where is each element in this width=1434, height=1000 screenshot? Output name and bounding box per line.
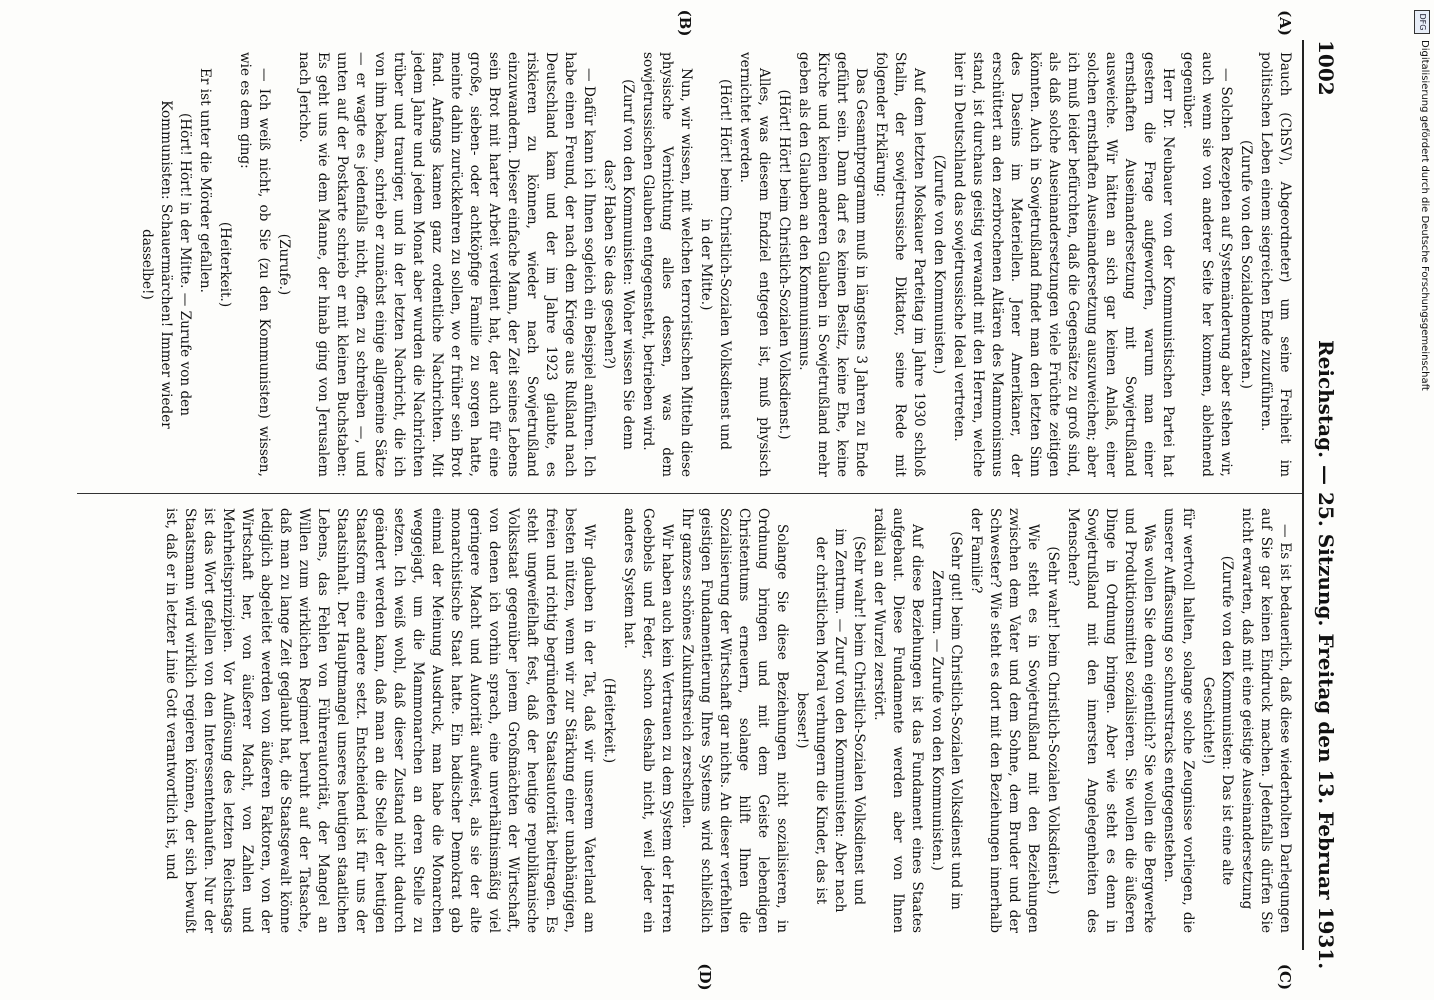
interjection: (Heiterkeit.) [217, 221, 233, 308]
header-rule [1302, 40, 1304, 950]
paragraph: Wie steht es in Sowjetrußland mit den Beziehungen zwischen dem Vater und dem Sohne, dem Bruder und der Schwester? Wie steht es dort mit den Beziehungen innerhalb der Familie? [968, 508, 1041, 933]
publication-title: Reichstag. — 25. Sitzung. Freitag den 13. Februar 1931. [1314, 340, 1338, 970]
left-text-column [136, 52, 1294, 477]
page-header [1304, 40, 1344, 970]
interjection: (Hört! Hört! beim Christlich-Sozialen Volksdienst und in der Mitte.) [698, 79, 733, 450]
paragraph: — Solchen Rezepten auf Systemänderung aber stehen wir, auch wenn sie von anderer Seite her kommen, ablehnend gegenüber. [1180, 52, 1234, 477]
margin-marker-c: (C) [1276, 963, 1294, 991]
paragraph: — Ich weiß nicht, ob Sie (zu den Kommunisten) wissen, wie es dem ging: [237, 52, 272, 477]
interjection: (Zurufe.) [276, 233, 292, 296]
interjection: (Hört! Hört! beim Christlich-Sozialen Volksdienst.) [776, 89, 792, 440]
paragraph: Auf diese Beziehungen ist das Fundament eines Staates aufgebaut. Diese Fundamente werden aber von Ihnen radikal an der Wurzel zerstört. [871, 508, 925, 933]
paragraph: — Es ist bedauerlich, daß diese wiederholten Darlegungen auf Sie gar keinen Eindruck machen. Jedenfalls dürfen Sie nicht erwarten, daß mit eine geistige Auseinandersetzung [1239, 508, 1293, 933]
interjection: (Sehr gut! beim Christlich-Sozialen Volksdienst und im Zentrum. — Zurufe von den Kommunisten.) [929, 531, 964, 910]
interjection: (Sehr wahr! beim Christlich-Sozialen Volksdienst und im Zentrum. — Zuruf von den Kommunisten: Aber nach der christlichen Moral verhungern die Kinder, das ist besser!) [794, 528, 867, 913]
page-number: 1002 [1314, 40, 1338, 96]
paragraph: Er ist unter die Mörder gefallen. [197, 68, 213, 293]
paragraph: Dauch (ChSV), Abgeordneter) um seine Freiheit im politischen Leben einem siegreichen Ende zuzuführen. [1258, 52, 1293, 477]
paragraph: für wertvoll halten, solange solche Zeugnisse vorliegen, die unserer Auffassung so schnurstracks entgegenstehen. [1161, 508, 1196, 933]
digitization-credit: Digitalisierung gefördert durch die Deutsche Forschungsgemeinschaft [1419, 40, 1430, 391]
paragraph: — Dafür kann ich Ihnen sogleich ein Beispiel anführen. Ich habe einen Freund, der nach dem Kriege aus Rußland nach Deutschland kam und der im Jahre 1923 glaubte, es riskieren zu können, wieder nach Sowjetrußland einzuwandern. Dieser einfache Mann, der Zeit seines Lebens sein Brot mit harter Arbeit verdient hat, der auch für eine große, sieben- oder achtköpfige Familie zu sorgen hatte, meinte dahin zurückkehren zu sollen, wo er früher sein Brot fand. Anfangs kamen ganz ordentliche Nachrichten. Mit jedem Jahre und jedem Monat aber wurden die Nachrichten trüber und trauriger, und in der letzten Nachricht, die ich von ihm bekam, schrieb er zunächst einige allgemeine Sätze — er wagte es jedenfalls nicht, offen zu schreiben —, und unten auf der Postkarte schrieb er mit kleinen Buchstaben: Es geht uns wie dem Manne, der hinab ging von Jerusalem nach Jericho. [296, 52, 597, 477]
interjection: (Zurufe von den Kommunisten: Das ist eine alte Geschichte!) [1200, 555, 1235, 886]
paragraph: Nun, wir wissen, mit welchen terroristischen Mitteln diese physische Vernichtung alles dessen, was dem sowjetrussischen Glauben entgegensteht, betrieben wird. [640, 52, 694, 477]
column-divider [77, 493, 1302, 494]
paragraph: Wir glauben in der Tat, daß wir unserem Vaterland am besten nützen, wenn wir zur Stärkung einer unabhängigen, freien und richtig begründeten Staatsautorität beitragen. Es steht ungweifelhaft fest, daß der heutige republikanische Volksstaat gegenüber jenem Großmächten der Wirtschaft, von denen ich vorhin sprach, eine unverhältnismäßig viel geringere Macht und Autorität aufweist, als sie der alte monarchistische Staat hatte. Ein badischer Demokrat gab einmal der Meinung Ausdruck, man habe die Monarchen weggejagt, um die Mammonarchen an deren Stelle zu setzen. Ich weiß wohl, daß dieser Zustand nicht dadurch geändert werden kann, daß man an die Stelle der heutigen Staatsform eine andere setzt. Entscheidend ist für uns der Staatsinhalt. Der Hauptmangel unseres heutigen staatlichen Lebens, das Fehlen von Führerautorität, der Mangel an Willen zum wirklichen Regiment beruht auf der Tatsache, daß man zu lange Zeit geglaubt hat, die Staatsgewalt könne lediglich abgeleitet werden von äußeren Faktoren, von der Wirtschaft her, von äußerer Macht, von Zahlen und Mehrheitsprinzipien. Vor Auflösung des letzten Reichstags ist das Wort gefallen von den Interessentenhaufen. Nur der Staatsmann wird wirklich regieren können, der sich bewußt ist, daß er in letzter Linie Gott verantwortlich ist, und [163, 508, 597, 933]
interjection: (Sehr wahr! beim Christlich-Sozialen Volksdienst.) [1045, 546, 1061, 895]
quotation: Das Gesamtprogramm muß in längstens 3 Jahren zu Ende geführt sein. Dann darf es keinen Besitz, keine Ehe, keine Kirche und keinen anderen Glauben in Sowjetrußland mehr geben als den Glauben an den Kommunismus. [796, 52, 869, 477]
paragraph: Solange Sie diese Beziehungen nicht sozialisieren, in Ordnung bringen und mit dem Geiste lebendigen Christentums erneuern, solange hilft Ihnen die Sozialisierung der Wirtschaft gar nichts. An dieser verfehlten geistigen Fundamentierung Ihres Systems wird schließlich Ihr ganzes schönes Zukunftsreich zerschellen. [679, 508, 790, 933]
interjection: (Heiterkeit.) [601, 677, 617, 764]
paragraph: Wir haben auch kein Vertrauen zu dem System der Herren Goebbels und Feder, schon deshalb nicht, weil jeder ein anderes System hat. [621, 508, 675, 933]
interjection: (Hört! Hört! in der Mitte. — Zurufe von den Kommunisten: Schauermärchen! Immer wieder dasselbe!) [139, 100, 193, 429]
quotation: Alles, was diesem Endziel entgegen ist, muß physisch vernichtet werden. [737, 52, 772, 477]
paragraph: Was wollen Sie denn eigentlich? Sie wollen die Bergwerke und Produktionsmittel sozialisieren. Sie wollen die äußeren Dinge in Ordnung bringen. Aber wie steht es denn in Sowjetrußland mit den innersten Angelegenheiten des Menschen? [1065, 508, 1157, 933]
digitization-footer [1410, 0, 1434, 1000]
dfg-logo: DFG [1414, 10, 1430, 34]
paragraph: Auf dem letzten Moskauer Parteitag im Jahre 1930 schloß Stalin, der sowjetrussische Diktator, seine Rede mit folgender Erklärung: [873, 52, 927, 477]
paragraph: Herr Dr. Neubauer von der Kommunistischen Partei hat gestern die Frage aufgeworfen, warum man einer ernsthaften Auseinandersetzung mit Sowjetrußland ausweiche. Wir hätten an sich gar keinen Anlaß, einer solchen ernsthaften Auseinandersetzung auszuweichen; aber ich muß leider befürchten, daß die Gegensätze zu groß sind, als daß solche Auseinandersetzungen viele Früchte zeitigen könnten. Auch in Sowjetrußland findet man den letzten Sinn des Daseins im Materiellen. Jener Amerikaner, der erschüttert an den zerbrochenen Altären des Mammonismus stand, ist durchaus geistig verwandt mit den Herren, welche hier in Deutschland das sowjetrussische Ideal vertreten. [951, 52, 1176, 477]
margin-marker-d: (D) [696, 963, 714, 991]
right-text-column [160, 508, 1294, 933]
interjection: (Zuruf von den Kommunisten: Woher wissen Sie denn das? Haben Sie das gesehen?) [601, 79, 636, 450]
margin-marker-b: (B) [676, 9, 694, 37]
interjection: (Zurufe von den Sozialdemokraten.) [1238, 140, 1254, 389]
margin-marker-a: (A) [1276, 10, 1294, 36]
interjection: (Zurufe von den Kommunisten.) [931, 154, 947, 375]
